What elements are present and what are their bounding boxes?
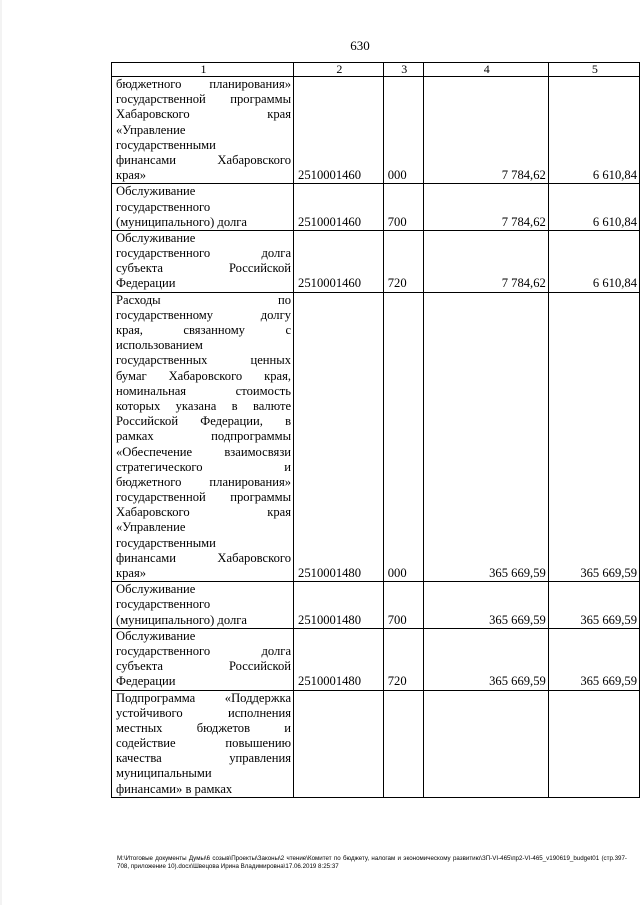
description-line: финансами» в рамках xyxy=(116,781,233,796)
row-description xyxy=(112,292,294,582)
column-header-4: 4 xyxy=(423,63,548,77)
description-line: устойчивого исполнения xyxy=(116,705,292,720)
expense-type-code: 720 xyxy=(383,628,423,690)
amount-year-1: 7 784,62 xyxy=(423,184,548,231)
expense-type-code xyxy=(383,690,423,797)
amount-year-1: 7 784,62 xyxy=(423,77,548,184)
description-line: края» xyxy=(116,566,147,580)
description-line: Обслуживание xyxy=(116,582,196,597)
description-line: номинальная стоимость xyxy=(116,383,292,398)
description-line: Подпрограмма «Поддержка xyxy=(116,690,292,705)
description-line: Обслуживание xyxy=(116,230,196,245)
description-line: государственному долгу xyxy=(116,307,292,322)
column-header-2: 2 xyxy=(294,63,384,77)
expense-type-code: 720 xyxy=(383,230,423,292)
description-line: (муниципального) долга xyxy=(116,612,247,627)
table-row xyxy=(112,292,640,582)
target-article-code: 2510001480 xyxy=(294,582,384,629)
description-line: Хабаровского края xyxy=(116,107,292,122)
amount-year-1: 7 784,62 xyxy=(423,230,548,292)
column-header-1: 1 xyxy=(112,63,294,77)
amount-year-2: 365 669,59 xyxy=(548,582,639,629)
budget-table xyxy=(111,62,640,798)
expense-type-code: 000 xyxy=(383,292,423,582)
description-line: Расходы по xyxy=(116,292,292,307)
table-row xyxy=(112,184,640,231)
description-line: Российской Федерации, в xyxy=(116,414,292,429)
amount-year-1: 365 669,59 xyxy=(423,628,548,690)
description-line: бумаг Хабаровского края, xyxy=(116,368,292,383)
description-line: бюджетного планирования» xyxy=(116,474,292,489)
description-line: стратегического и xyxy=(116,459,292,474)
amount-year-2: 365 669,59 xyxy=(548,292,639,582)
description-line: Федерации xyxy=(116,276,176,291)
description-line: «Обеспечение взаимосвязи xyxy=(116,444,292,459)
row-description xyxy=(112,628,294,690)
column-header-3: 3 xyxy=(383,63,423,77)
description-line: «Управление xyxy=(116,122,186,137)
target-article-code: 2510001460 xyxy=(294,77,384,184)
description-line: государственного долга xyxy=(116,246,292,261)
amount-year-2 xyxy=(548,690,639,797)
description-line: субъекта Российской xyxy=(116,659,292,674)
row-description xyxy=(112,184,294,231)
table-row xyxy=(112,230,640,292)
description-line: финансами Хабаровского xyxy=(116,152,292,167)
description-line: государственными xyxy=(116,137,216,152)
target-article-code: 2510001460 xyxy=(294,184,384,231)
table-row xyxy=(112,77,640,184)
description-line: «Управление xyxy=(116,520,186,535)
amount-year-2: 6 610,84 xyxy=(548,184,639,231)
document-path-footer: M:\Итоговые документы Думы\6 созыв\Проекты\Законы\2 чтение\Комитет по бюджету, налогам и экономическому развитию\ЗП-VI-465\пр2-VI-465_v190619_budget01 (стр.397-708, приложение 10).docx\Швецова Ирина Владимировна\17.06.2019 8:25:37 xyxy=(117,855,627,871)
target-article-code xyxy=(294,690,384,797)
amount-year-1 xyxy=(423,690,548,797)
expense-type-code: 700 xyxy=(383,582,423,629)
description-line: Хабаровского края xyxy=(116,505,292,520)
description-line: финансами Хабаровского xyxy=(116,550,292,565)
description-line: бюджетного планирования» xyxy=(116,77,292,91)
table-header-row xyxy=(112,63,640,77)
description-line: края, связанному с xyxy=(116,323,292,337)
description-line: местных бюджетов и xyxy=(116,720,292,735)
amount-year-2: 6 610,84 xyxy=(548,77,639,184)
description-line: содействие повышению xyxy=(116,736,292,751)
row-description xyxy=(112,582,294,629)
table-row xyxy=(112,628,640,690)
description-line: государственного долга xyxy=(116,643,292,658)
description-line: государственной программы xyxy=(116,490,292,505)
description-line: государственного xyxy=(116,199,211,214)
description-line: которых указана в валюте xyxy=(116,398,292,413)
description-line: субъекта Российской xyxy=(116,261,292,276)
description-line: муниципальными xyxy=(116,766,212,781)
amount-year-1: 365 669,59 xyxy=(423,292,548,582)
description-line: Обслуживание xyxy=(116,628,196,643)
description-line: края» xyxy=(116,168,147,183)
description-line: Обслуживание xyxy=(116,184,196,199)
page-number: 630 xyxy=(350,38,370,53)
row-description xyxy=(112,77,294,184)
description-line: качества управления xyxy=(116,751,292,766)
description-line: государственными xyxy=(116,535,216,550)
amount-year-2: 6 610,84 xyxy=(548,230,639,292)
amount-year-2: 365 669,59 xyxy=(548,628,639,690)
table-row xyxy=(112,582,640,629)
description-line: рамках подпрограммы xyxy=(116,429,292,444)
scan-edge xyxy=(0,0,2,905)
target-article-code: 2510001480 xyxy=(294,292,384,582)
description-line: (муниципального) долга xyxy=(116,214,247,229)
description-line: государственного xyxy=(116,597,211,612)
target-article-code: 2510001480 xyxy=(294,628,384,690)
description-line: использованием xyxy=(116,338,203,353)
table-row xyxy=(112,690,640,797)
row-description xyxy=(112,230,294,292)
expense-type-code: 700 xyxy=(383,184,423,231)
description-line: Федерации xyxy=(116,674,176,689)
column-header-5: 5 xyxy=(548,63,639,77)
description-line: государственной программы xyxy=(116,92,292,107)
amount-year-1: 365 669,59 xyxy=(423,582,548,629)
description-line: государственных ценных xyxy=(116,353,292,368)
target-article-code: 2510001460 xyxy=(294,230,384,292)
expense-type-code: 000 xyxy=(383,77,423,184)
table-body xyxy=(112,77,640,798)
row-description xyxy=(112,690,294,797)
